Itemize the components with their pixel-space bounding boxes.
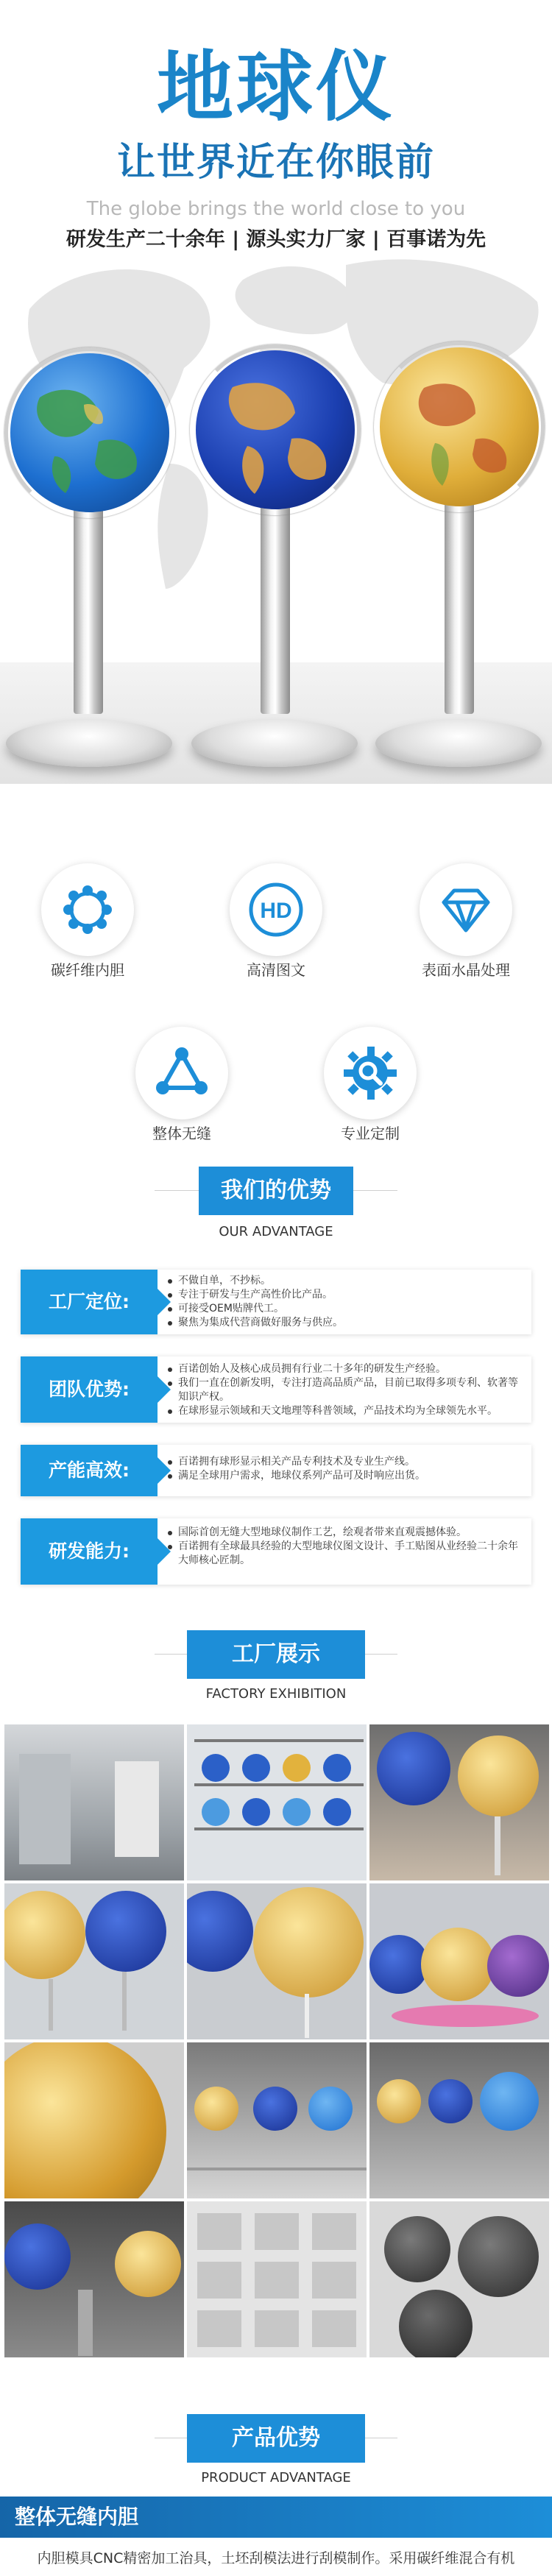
feature-bar-title: 整体无缝内胆 (15, 2505, 139, 2529)
list-item: 我们一直在创新发明，专注打造高品质产品，目前已取得多项专利、软著等知识产权。 (168, 1376, 525, 1404)
factory-english: FACTORY EXHIBITION (205, 1686, 347, 1702)
factory-photo (187, 1724, 367, 1880)
feature-label-5: 专业定制 (341, 1125, 400, 1142)
molecule-network-icon (58, 880, 117, 939)
gear-search-icon (341, 1044, 400, 1103)
advantage-title: 我们的优势 (199, 1167, 353, 1215)
feature-label-3: 表面水晶处理 (422, 961, 510, 979)
hd-icon (247, 880, 305, 939)
list-item: 满足全球用户需求，地球仪系列产品可及时响应出货。 (168, 1469, 525, 1483)
factory-photo (369, 2201, 549, 2357)
feature-bar (0, 2497, 552, 2538)
feature-icons-section (0, 784, 552, 1167)
globe-meridian-ring (374, 342, 545, 512)
advantage-section (0, 1167, 552, 1645)
list-item: 专注于研发与生产高性价比产品。 (168, 1288, 521, 1302)
diamond-icon (436, 880, 495, 939)
factory-photo-grid (4, 1724, 549, 2372)
globe-meridian-ring (190, 344, 361, 515)
globe-product-1 (0, 309, 184, 780)
advantage-row-list (168, 1526, 525, 1568)
advantage-row-team (21, 1356, 531, 1423)
list-item: 在球形显示领域和天文地理等科普领域，产品技术均为全球领先水平。 (168, 1404, 525, 1418)
factory-photo (369, 1724, 549, 1880)
factory-photo (187, 1883, 367, 2039)
globe-stand-base (6, 720, 172, 767)
advantage-row-factory (21, 1270, 531, 1334)
advantage-row-label: 产能高效: (21, 1445, 158, 1496)
feature-icon-1 (41, 863, 134, 956)
product-title: 产品优势 (187, 2414, 365, 2463)
hero-slogan: 研发生产二十余年 | 源头实力厂家 | 百事诺为先 (66, 228, 486, 251)
factory-photo (187, 2201, 367, 2357)
hero-subtitle: 让世界近在你眼前 (116, 141, 435, 185)
factory-photo (369, 2042, 549, 2198)
feature-label-1: 碳纤维内胆 (51, 961, 124, 979)
advantage-row-list (168, 1455, 525, 1483)
connected-nodes-icon (152, 1044, 211, 1103)
list-item: 百诺创始人及核心成员拥有行业二十多年的研发生产经验。 (168, 1362, 525, 1376)
factory-photo (4, 1724, 184, 1880)
factory-title: 工厂展示 (187, 1630, 365, 1679)
page-title: 地球仪 (156, 42, 395, 132)
advantage-row-capacity (21, 1445, 531, 1496)
feature-icon-3 (420, 863, 512, 956)
product-description: 内胆模具CNC精密加工治具，土坯刮模法进行刮模制作。采用碳纤维混合有机 (37, 2550, 515, 2566)
english-tagline: The globe brings the world close to you (86, 198, 466, 220)
product-english: PRODUCT ADVANTAGE (201, 2470, 351, 2485)
advantage-row-list (168, 1274, 521, 1330)
globe-stand-base (375, 720, 542, 767)
globe-stand-pole (261, 500, 290, 714)
list-item: 聚焦为集成代营商做好服务与供应。 (168, 1316, 521, 1330)
globe-stand-pole (74, 500, 103, 714)
feature-label-4: 整体无缝 (152, 1125, 211, 1142)
globe-stand-pole (445, 500, 474, 714)
list-item: 国际首创无缝大型地球仪制作工艺，绘观者带来直观震撼体验。 (168, 1526, 525, 1540)
globe-product-2 (184, 309, 368, 780)
feature-label-2: 高清图文 (247, 961, 305, 979)
advantage-row-label: 工厂定位: (21, 1270, 158, 1334)
factory-section (0, 1630, 552, 2381)
svg-text:HD: HD (260, 899, 292, 923)
feature-icon-2 (230, 863, 322, 956)
feature-icon-4 (135, 1027, 228, 1119)
advantage-row-rnd (21, 1518, 531, 1585)
list-item: 可接受OEM贴牌代工。 (168, 1302, 521, 1316)
globe-stand-base (191, 720, 358, 767)
factory-photo (4, 2042, 184, 2198)
advantage-row-label: 研发能力: (21, 1518, 158, 1585)
factory-photo (4, 2201, 184, 2357)
factory-photo (4, 1883, 184, 2039)
advantage-english: OUR ADVANTAGE (219, 1224, 333, 1239)
advantage-row-list (168, 1362, 525, 1418)
factory-photo (187, 2042, 367, 2198)
globe-product-3 (368, 309, 552, 780)
list-item: 百诺拥有全球最具经验的大型地球仪图文设计、手工贴图从业经验二十余年大师核心匠制。 (168, 1540, 525, 1568)
globe-meridian-ring (4, 347, 175, 518)
list-item: 不做自单，不抄标。 (168, 1274, 521, 1288)
advantage-row-label: 团队优势: (21, 1356, 158, 1423)
hero-banner (0, 0, 552, 784)
list-item: 百诺拥有球形显示相关产品专利技术及专业生产线。 (168, 1455, 525, 1469)
factory-photo (369, 1883, 549, 2039)
feature-icon-5 (324, 1027, 417, 1119)
